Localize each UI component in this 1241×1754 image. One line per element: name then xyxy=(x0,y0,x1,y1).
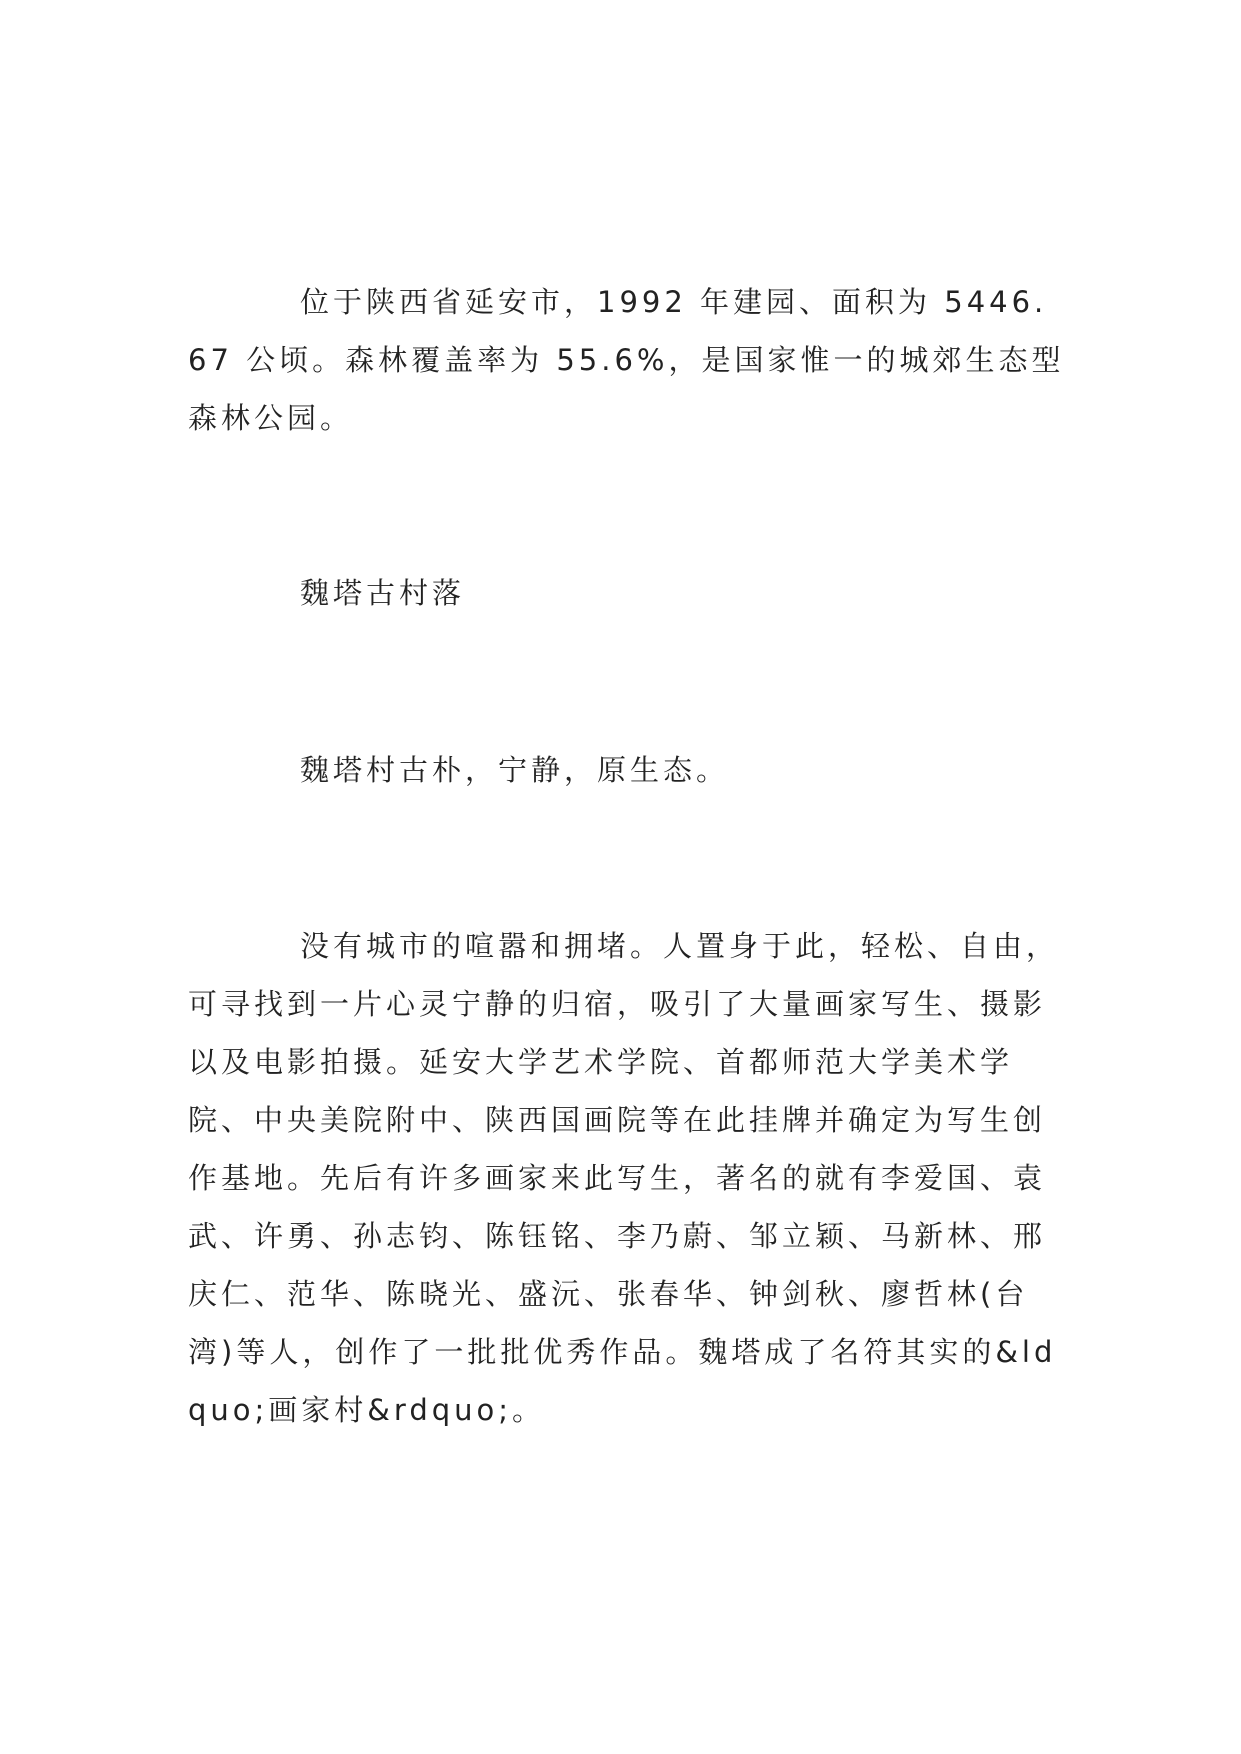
section-heading-weita-village: 魏塔古村落 xyxy=(300,576,466,610)
paragraph-park-intro: 位于陕西省延安市，1992 年建园、面积为 5446.67 公顷。森林覆盖率为 55.6%，是国家惟一的城郊生态型森林公园。 xyxy=(188,285,1065,435)
paragraph-village-summary: 魏塔村古朴，宁静，原生态。 xyxy=(300,753,730,787)
paragraph-village-details: 没有城市的喧嚣和拥堵。人置身于此，轻松、自由，可寻找到一片心灵宁静的归宿，吸引了大量画家写生、摄影以及电影拍摄。延安大学艺术学院、首都师范大学美术学院、中央美院附中、陕西国画院等在此挂牌并确定为写生创作基地。先后有许多画家来此写生，著名的就有李爱国、袁武、许勇、孙志钧、陈钰铭、李乃蔚、邹立颖、马新林、邢庆仁、范华、陈晓光、盛沅、张春华、钟剑秋、廖哲林(台湾)等人，创作了一批批优秀作品。魏塔成了名符其实的&ldquo;画家村&rdquo;。 xyxy=(188,929,1060,1427)
